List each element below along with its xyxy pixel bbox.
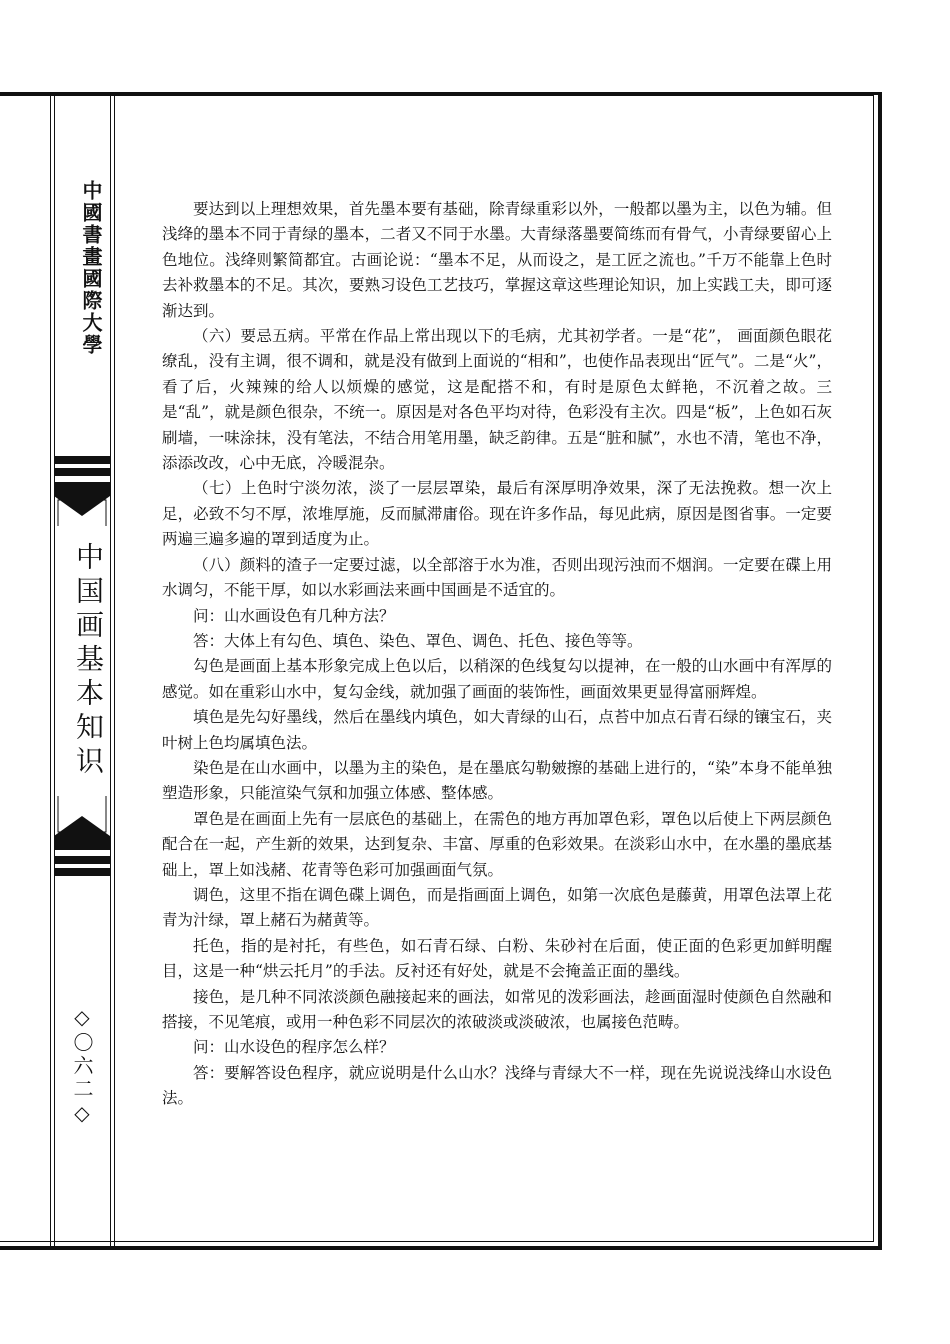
sidebar	[50, 96, 114, 1246]
paragraph: 接色，是几种不同浓淡颜色融接起来的画法，如常见的泼彩画法，趁画面湿时使颜色自然融和搭接，不见笔痕，或用一种色彩不同层次的浓破淡或淡破浓，也属接色范畴。	[162, 987, 832, 1031]
university-name: 中國書畫國際大學	[79, 180, 103, 356]
book-title: 中国画基本知识	[56, 526, 108, 796]
page-number: ◇〇六二◇	[70, 1004, 94, 1128]
answer: 答：要解答设色程序，就应说明是什么山水？浅绛与青绿大不一样，现在先说说浅绛山水设色法。	[162, 1063, 832, 1108]
paragraph: 染色是在山水画中，以墨为主的染色，是在墨底勾勒皴擦的基础上进行的，“染”本身不能单独塑造形象，只能渲染气氛和加强立体感、整体感。	[162, 758, 832, 803]
answer: 答：大体上有勾色、填色、染色、罩色、调色、托色、接色等等。	[193, 631, 643, 650]
body-text	[162, 197, 832, 1112]
plaque-bar-bottom-2	[54, 868, 110, 876]
paragraph: 要达到以上理想效果，首先墨本要有基础，除青绿重彩以外，一般都以墨为主，以色为辅。但浅绛的墨本不同于青绿的墨本，二者又不同于水墨。大青绿落墨要简练而有骨气，小青绿要留心上色地位。浅绛则繁简都宜。古画论说：“墨本不足，从而设之，是工匠之流也。”千万不能靠上色时去补救墨本的不足。其次，要熟习设色工艺技巧，掌握这章这些理论知识，加上实践工夫，即可逐渐达到。	[162, 200, 832, 320]
sidebar-rule-right	[114, 96, 115, 1246]
paragraph: 托色，指的是衬托，有些色，如石青石绿、白粉、朱砂衬在后面，使正面的色彩更加鲜明醒目，这是一种“烘云托月”的手法。反衬还有好处，就是不会掩盖正面的墨线。	[162, 936, 832, 981]
question: 问：山水画设色有几种方法？	[193, 606, 395, 625]
title-plaque	[54, 456, 110, 876]
sidebar-rule-right-inner	[110, 96, 111, 1246]
paragraph: （六）要忌五病。平常在作品上常出现以下的毛病，尤其初学者。一是“花”， 画面颜色眼花缭乱，没有主调，很不调和，就是没有做到上面说的“相和”，也使作品表现出“匠气”。二是“火”，看了后，火辣辣的给人以烦燥的感觉，这是配搭不和，有时是原色太鲜艳，不沉着之故。三是“乱”，就是颜色很杂，不统一。原因是对各色平均对待，色彩没有主次。四是“板”，上色如石灰刷墙，一味涂抹，没有笔法，不结合用笔用墨，缺乏韵律。五是“脏和腻”，水也不清，笔也不净，添添改改，心中无底，冷暖混杂。	[162, 327, 832, 473]
paragraph: 调色，这里不指在调色碟上调色，而是指画面上调色，如第一次底色是藤黄，用罩色法罩上花青为汁绿，罩上赭石为赭黄等。	[162, 885, 832, 930]
question: 问：山水设色的程序怎么样？	[193, 1038, 395, 1057]
paragraph: 填色是先勾好墨线，然后在墨线内填色，如大青绿的山石，点苔中加点石青石绿的镶宝石，夹叶树上色均属填色法。	[162, 708, 832, 752]
plaque-bar-bottom	[54, 856, 110, 864]
paragraph: 罩色是在画面上先有一层底色的基础上，在需色的地方再加罩色彩，罩色以后使上下两层颜色配合在一起，产生新的效果，达到复杂、丰富、厚重的色彩效果。在淡彩山水中，在水墨的墨底基础上，罩上如浅赭、花青等色彩可加强画面气氛。	[162, 809, 832, 879]
paragraph: 勾色是画面上基本形象完成上色以后，以稍深的色线复勾以提神，在一般的山水画中有浑厚的感觉。如在重彩山水中，复勾金线，就加强了画面的装饰性，画面效果更显得富丽辉煌。	[162, 657, 832, 701]
paragraph: （七）上色时宁淡勿浓，淡了一层层罩染，最后有深厚明净效果，深了无法挽救。想一次上足，必致不匀不厚，浓堆厚施，反而腻滞庸俗。现在许多作品，每见此病，原因是图省事。一定要两遍三遍多遍的罩到适度为止。	[162, 479, 832, 549]
paragraph: （八）颜料的渣子一定要过滤，以全部溶于水为准，否则出现污浊而不烟润。一定要在碟上用水调匀，不能干厚，如以水彩画法来画中国画是不适宜的。	[162, 555, 832, 600]
sidebar-rule-left	[50, 96, 51, 1246]
